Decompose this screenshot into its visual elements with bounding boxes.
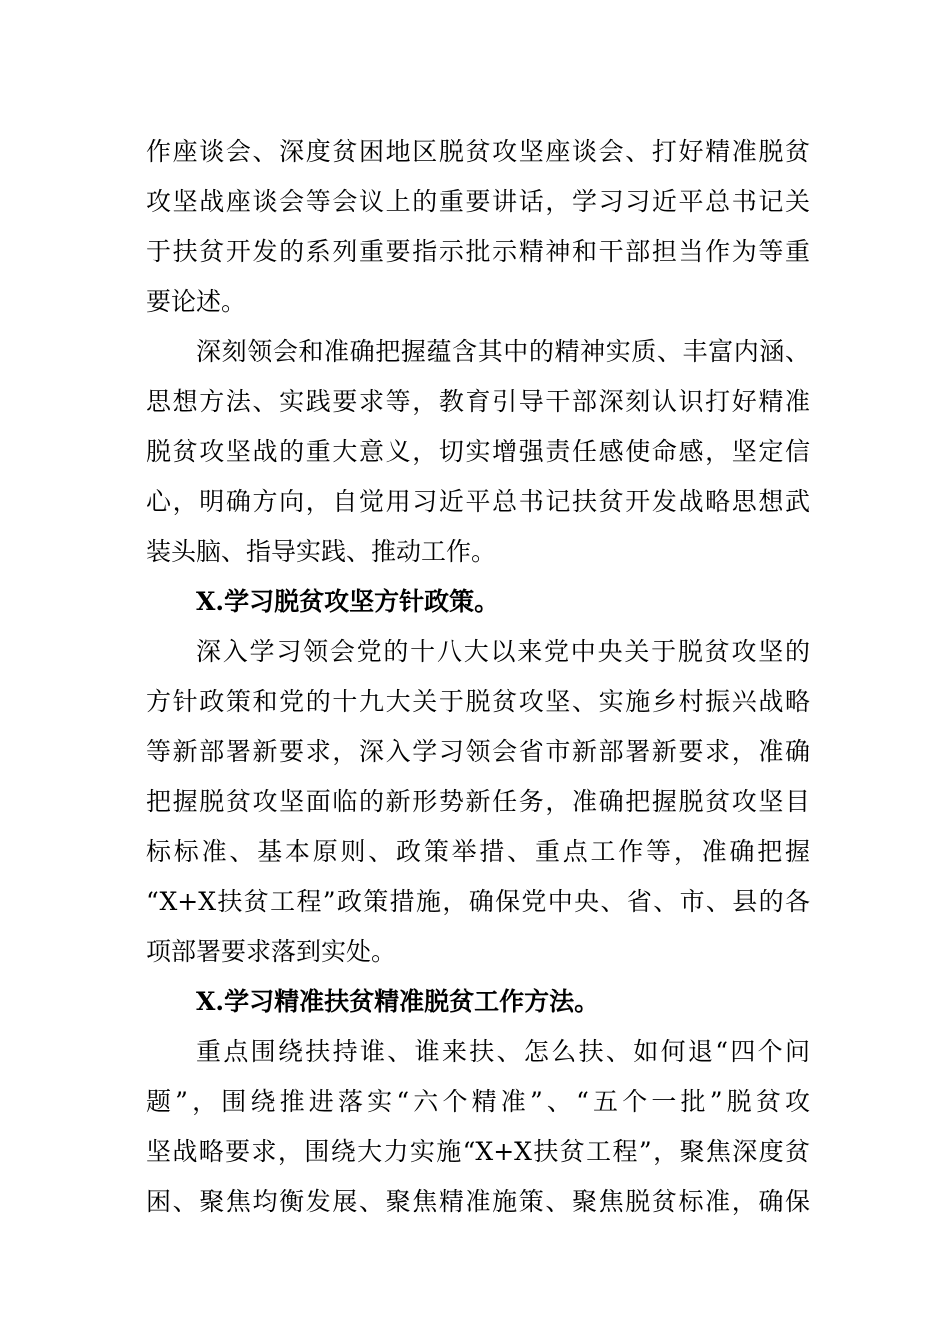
text-line: 深刻领会和准确把握蕴含其中的精神实质、丰富内涵、 bbox=[196, 337, 810, 366]
text-line: 心，明确方向，自觉用习近平总书记扶贫开发战略思想武 bbox=[146, 487, 810, 516]
text-line: 题”，围绕推进落实“六个精准”、“五个一批”脱贫攻 bbox=[146, 1087, 810, 1116]
text-line: 把握脱贫攻坚面临的新形势新任务，准确把握脱贫攻坚目 bbox=[146, 787, 810, 816]
text-line: 脱贫攻坚战的重大意义，切实增强责任感使命感，坚定信 bbox=[146, 437, 810, 466]
section-heading: X.学习脱贫攻坚方针政策。 bbox=[196, 587, 500, 616]
text-line: 坚战略要求，围绕大力实施“X+X扶贫工程”，聚焦深度贫 bbox=[146, 1137, 810, 1166]
text-line: 方针政策和党的十九大关于脱贫攻坚、实施乡村振兴战略 bbox=[146, 687, 810, 716]
text-line: 项部署要求落到实处。 bbox=[146, 937, 397, 966]
text-line: 作座谈会、深度贫困地区脱贫攻坚座谈会、打好精准脱贫 bbox=[146, 137, 810, 166]
text-line: “X+X扶贫工程”政策措施，确保党中央、省、市、县的各 bbox=[146, 887, 810, 916]
text-line: 等新部署新要求，深入学习领会省市新部署新要求，准确 bbox=[146, 737, 810, 766]
text-line: 困、聚焦均衡发展、聚焦精准施策、聚焦脱贫标准，确保 bbox=[146, 1187, 810, 1216]
text-line: 思想方法、实践要求等，教育引导干部深刻认识打好精准 bbox=[146, 387, 810, 416]
text-line: 装头脑、指导实践、推动工作。 bbox=[146, 537, 497, 566]
text-line: 深入学习领会党的十八大以来党中央关于脱贫攻坚的 bbox=[196, 637, 810, 666]
text-line: 标标准、基本原则、政策举措、重点工作等，准确把握 bbox=[146, 837, 810, 866]
text-line: 要论述。 bbox=[146, 287, 247, 316]
text-line: 重点围绕扶持谁、谁来扶、怎么扶、如何退“四个问 bbox=[196, 1037, 810, 1066]
text-line: 于扶贫开发的系列重要指示批示精神和干部担当作为等重 bbox=[146, 237, 810, 266]
text-line: 攻坚战座谈会等会议上的重要讲话，学习习近平总书记关 bbox=[146, 187, 810, 216]
section-heading: X.学习精准扶贫精准脱贫工作方法。 bbox=[196, 987, 600, 1016]
